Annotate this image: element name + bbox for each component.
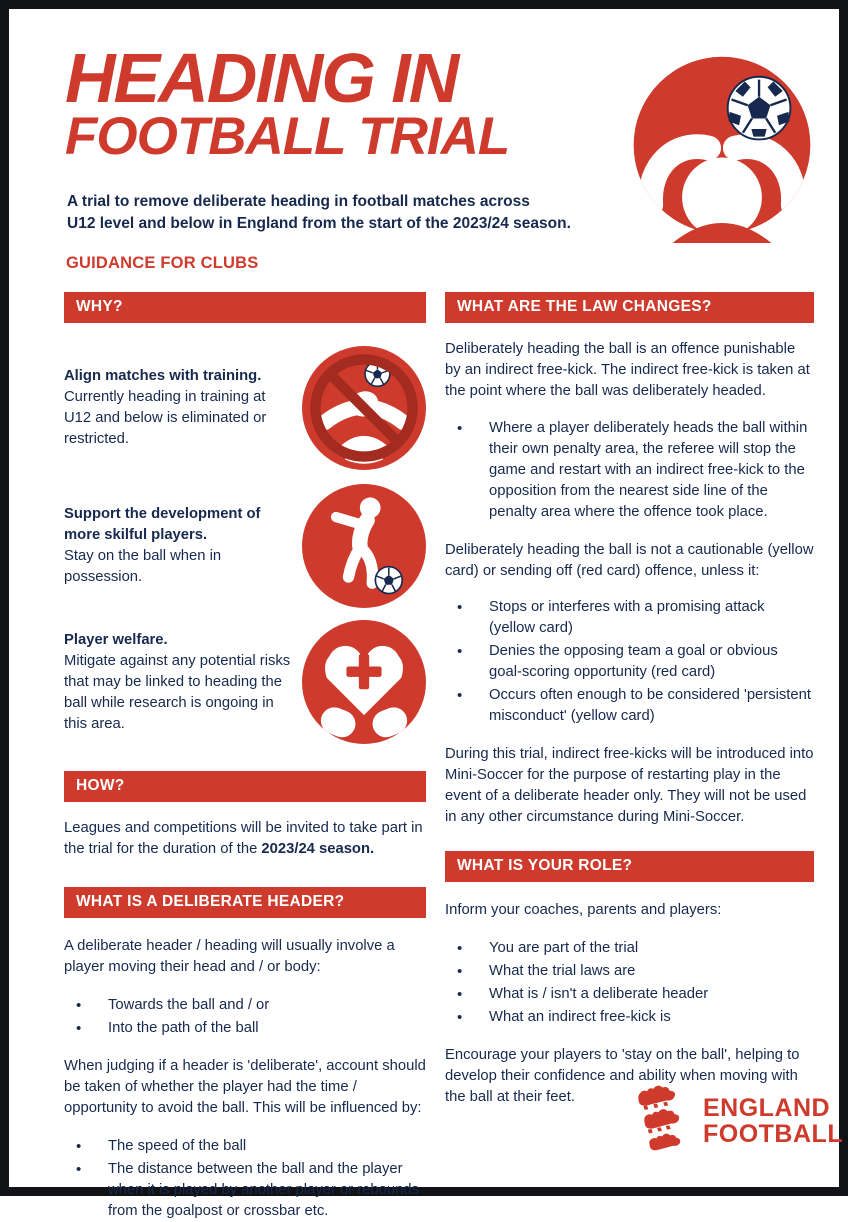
law-changes-para-1: Deliberately heading the ball is an offence punishable by an indirect free-kick. The indirect free-kick is taken at the point where the ball was deliberately headed. <box>445 341 810 399</box>
bullet-item: • Where a player deliberately heads the ball within their own penalty area, the referee will stop the game and restart with an indirect free-kick to the opposition from the nearest side line of the penalty area where the offence took place. <box>445 418 814 523</box>
why-item-3-lead: Player welfare. <box>64 631 168 648</box>
page-title <box>65 39 510 167</box>
law-changes-para-2: Deliberately heading the ball is not a cautionable (yellow card) or sending off (red card) offence, unless it: <box>445 542 814 579</box>
how-text-regular: Leagues and competitions will be invited to take part in the trial for the duration of the <box>64 820 423 857</box>
law-changes-bullets-1 <box>445 418 814 523</box>
deliberate-header-bullets-1 <box>64 995 426 1039</box>
how-text <box>64 818 426 860</box>
dribbling-player-icon <box>302 484 426 608</box>
why-item-1-lead: Align matches with training. <box>64 368 262 384</box>
bullet-item: • Into the path of the ball <box>64 1018 426 1039</box>
bullet-item: • You are part of the trial <box>445 938 814 959</box>
bullet-item: • Stops or interferes with a promising attack (yellow card) <box>445 597 814 639</box>
why-item-2-lead: Support the development of more skilful players. <box>64 506 261 543</box>
your-role-intro: Inform your coaches, parents and players: <box>445 902 722 918</box>
section-heading-law-changes: WHAT ARE THE LAW CHANGES? <box>445 292 814 323</box>
why-item-3 <box>64 617 426 747</box>
bullet-item: • What the trial laws are <box>445 961 814 982</box>
football-icon <box>375 567 402 594</box>
right-column <box>445 292 814 1108</box>
bullet-item: • Occurs often enough to be considered 'persistent misconduct' (yellow card) <box>445 685 814 727</box>
law-changes-bullets-2 <box>445 597 814 727</box>
title-line-2: FOOTBALL TRIAL <box>65 107 510 167</box>
left-column <box>64 292 426 1222</box>
bullet-item: • The speed of the ball <box>64 1136 426 1157</box>
bullet-item: • What an indirect free-kick is <box>445 1007 814 1028</box>
heading-ball-roundel-icon <box>627 53 817 245</box>
heart-cross-icon <box>302 620 426 744</box>
deliberate-header-intro: A deliberate header / heading will usually involve a player moving their head and / or body: <box>64 938 395 975</box>
deliberate-header-bullets-2 <box>64 1136 426 1222</box>
your-role-bullets <box>445 938 814 1028</box>
why-item-1-text: Currently heading in training at U12 and below is eliminated or restricted. <box>64 389 267 447</box>
why-item-2-text: Stay on the ball when in possession. <box>64 548 222 585</box>
how-text-bold: 2023/24 season. <box>261 841 375 857</box>
law-changes-para-3: During this trial, indirect free-kicks will be introduced into Mini-Soccer for the purpose of restarting play in the event of a deliberate header only. They will not be used in any other circumstance during Mini-Soccer. <box>445 746 814 825</box>
section-heading-deliberate-header: WHAT IS A DELIBERATE HEADER? <box>64 887 426 918</box>
england-football-logo <box>631 1085 843 1157</box>
brand-line-1: ENGLAND <box>703 1094 831 1122</box>
three-lions-crest-icon <box>631 1085 693 1157</box>
bullet-item: • Towards the ball and / or <box>64 995 426 1016</box>
section-heading-your-role: WHAT IS YOUR ROLE? <box>445 851 814 882</box>
section-heading-how: HOW? <box>64 771 426 802</box>
deliberate-header-middle: When judging if a header is 'deliberate', account should be taken of whether the player had the time / opportunity to avoid the ball. This will be influenced by: <box>64 1058 426 1116</box>
audience-label: GUIDANCE FOR CLUBS <box>66 254 259 272</box>
why-item-3-text: Mitigate against any potential risks that may be linked to heading the ball while research is ongoing in this area. <box>64 652 291 732</box>
subtitle-line-1: A trial to remove deliberate heading in football matches across <box>67 193 530 210</box>
no-heading-icon <box>302 346 426 470</box>
subtitle-line-2: U12 level and below in England from the start of the 2023/24 season. <box>67 215 571 232</box>
bullet-item: • What is / isn't a deliberate header <box>445 984 814 1005</box>
bullet-item: • The distance between the ball and the player when it is played by another player or rebounds from the goalpost or crossbar etc. <box>64 1159 426 1222</box>
brand-name <box>703 1095 843 1147</box>
your-role-outro: Encourage your players to 'stay on the ball', helping to develop their confidence and ability when moving with the ball at their feet. <box>445 1047 800 1105</box>
football-icon <box>728 77 791 140</box>
why-item-2 <box>64 481 426 611</box>
why-item-1 <box>64 343 426 473</box>
section-heading-why: WHY? <box>64 292 426 323</box>
brand-line-2: FOOTBALL <box>703 1120 844 1148</box>
bullet-item: • Denies the opposing team a goal or obvious goal-scoring opportunity (red card) <box>445 641 814 683</box>
title-line-1: HEADING IN <box>65 39 458 117</box>
subtitle <box>67 191 571 235</box>
